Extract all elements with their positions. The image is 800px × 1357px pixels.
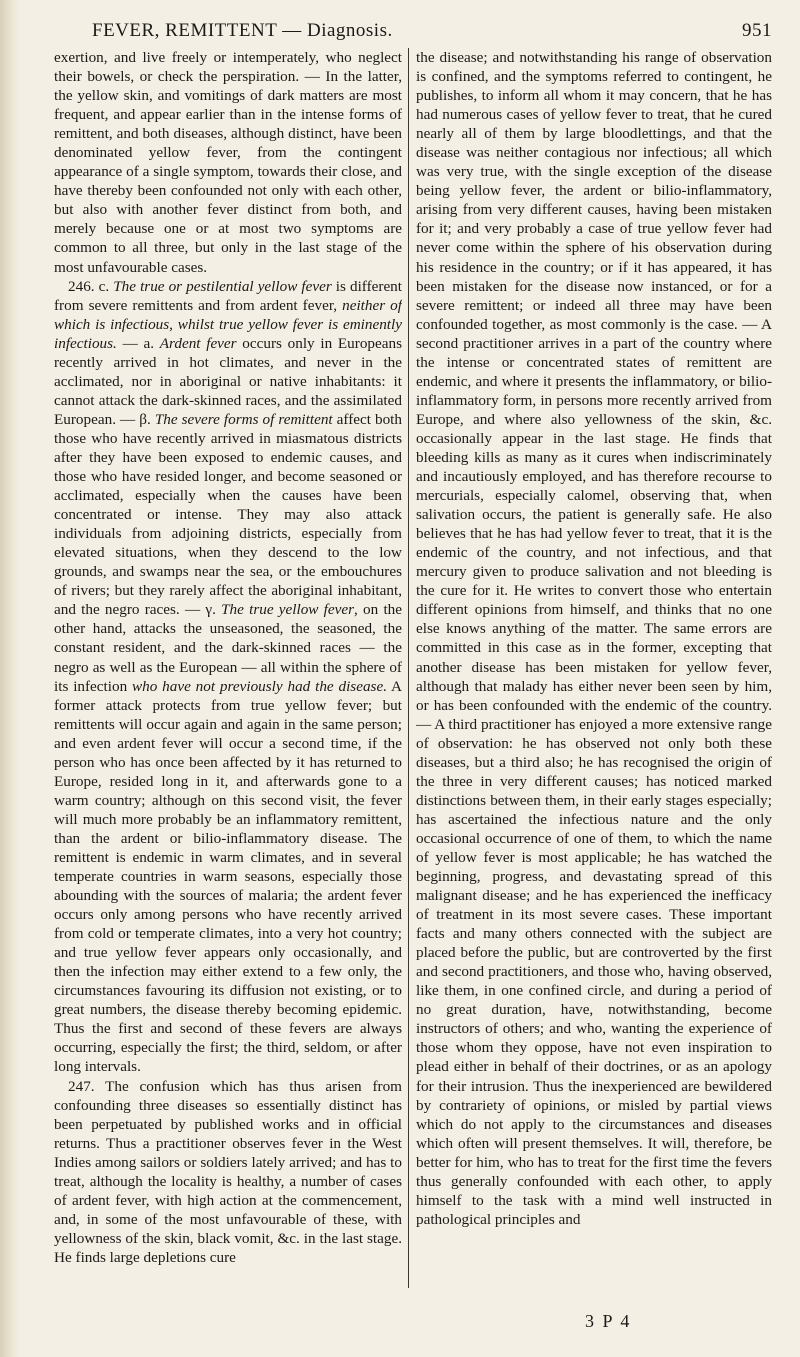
right-paragraph-1: the disease; and notwithstanding his range of observation is confined, and the symptoms referred to contingent, he publishes, to inform all whom it may concern, that he has had numerous cases of yellow fever to treat, that he cured nearly all of them by large bloodlettings, and that the disease was neither contagious nor infectious; all which was very true, with the single exception of the disease being yellow fever, the ardent or bilio-inflammatory, arising from very different causes, having been mistaken for it; and very probably a case of true yellow fever had never come within the sphere of his observation during his residence in the country; or if it has appeared, it has been mistaken for the disease now instanced, or for a severe remittent; or indeed all three may have been confounded together, as most commonly is the case. — A second practitioner arrives in a part of the country where the intense or concentrated states of remittent are endemic, and where it presents the inflammatory, or bilio-inflammatory form, in persons more recently arrived from Europe, and where also yellowness of the skin, &c. occasionally appear in the last stage. He finds that bleeding kills as many as it cures when indiscriminately and incautiously employed, and has therefore recourse to mercurials, especially calomel, observing that, when salivation occurs, the patient is generally safe. He also believes that he has had yellow fever to treat, that it is the endemic of the country, and not infectious, and that mercury given to produce salivation and not bleeding is the cure for it. He writes to convert those who entertain different opinions from himself, and thinks that no one else knows anything of the matter. The same errors are committed in this case as in the former, excepting that another disease has been mistaken for yellow fever, although that malady has either never been seen by him, or has been confounded with the endemic of the country. — A third practitioner has enjoyed a more extensive range of observation: he has observed not only both these diseases, but a third also; he has recognised the origin of the three in very different causes; has noticed marked distinctions between them, in their early stages especially; has ascertained the infectious nature and the only occasional occurrence of one of them, to which the name of yellow fever is most applicable; he has watched the beginning, progress, and devastating spread of this malignant disease; and he has experienced the inefficacy of treatment in its most severe cases. These important facts and many others connected with the subject are placed before the public, but are controverted by the first and second practitioners, and those who, having observed, like them, in one confined circle, and during a period of no great duration, have, notwithstanding, become instructors of others; and who, wanting the experience of those whom they oppose, have not even inspiration to plead either in behalf of their doctrines, or as an apology for their intrusion. Thus the inexperienced are bewildered by contrariety of opinions, or misled by partial views which do not apply to the circumstances and diseases which often will present themselves. It will, therefore, be better for him, who has to treat for the first time the fevers thus generally confounded with each other, to apply himself to the task with a mind well instructed in pathological principles and: [416, 49, 772, 1228]
text-run: , on the other hand, attacks the unseasoned, the seasoned, the constant resident, and the dark-skinned races — the negro as well as the European — all within the sphere of its infection: [54, 601, 402, 695]
text-run: affect both those who have recently arrived in miasmatous districts after they have been exposed to endemic causes, and those who have resided longer, and become seasoned or acclimated, especially when the causes have been concentrated or intense. They may also attack individuals from adjoining districts, especially from elevated situations, when they descend to the low grounds, and swamps near the sea, or the embouchures of rivers; but they rarely affect the aboriginal inhabitant, and the negro races. — γ.: [54, 410, 402, 619]
signature-mark: 3 P 4: [585, 1311, 632, 1331]
page-number: 951: [742, 20, 772, 41]
text-run: is different from severe remittents and from ardent fever,: [54, 277, 402, 314]
left-paragraph-247: 247. The confusion which has thus arisen from confounding three diseases so essentially distinct has been perpetuated by published works and in official returns. Thus a practitioner observes fever in the West Indies among sailors or soldiers lately arrived; and has to treat, although the locality is healthy, a number of cases of ardent fever, with high action at the commencement, and, in some of the most unfavourable of these, with yellowness of the skin, black vomit, &c. in the last stage. He finds large depletions cure: [54, 1077, 402, 1266]
italic-phrase: neither of which is infectious, whilst true yellow fever is eminently infectious.: [54, 296, 402, 352]
running-head: [40, 20, 780, 46]
left-paragraph-1: exertion, and live freely or intemperately, who neglect their bowels, or check the perspiration. — In the latter, the yellow skin, and vomitings of dark matters are most frequent, and appear earlier than in the intense forms of remittent, and both diseases, although distinct, have been denominated yellow fever, from the contingent appearance of a single symptom, towards their close, and have thereby been confounded not only with each other, but also with another fever distinct from both, and merely because one or at most two symptoms are common to all three, but only in the last stage of the most unfavourable cases.: [54, 49, 402, 276]
text-run: A former attack protects from true yellow fever; but remittents will occur again and again in the same person; and even ardent fever will occur a second time, if the person who has once been affected by it has returned to Europe, resided long in it, and afterwards gone to a warm country; although on this second visit, the fever will much more probably be an inflammatory remittent, than the ardent or bilio-inflammatory disease. The remittent is endemic in warm climates, and in several temperate countries in warm seasons, especially those abounding with the sources of malaria; the ardent fever occurs only among persons who have recently arrived from cold or temperate climates, into a very hot country; and true yellow fever appears only occasionally, and then the infection may either extend to a few only, the circumstances favouring its diffusion not existing, or to great numbers, the disease thereby becoming epidemic. Thus the first and second of these fevers are always occurring, especially the first; the third, seldom, or after long intervals.: [54, 677, 402, 1076]
italic-phrase: The true or pestilential yellow fever: [113, 277, 332, 295]
italic-phrase: The true yellow fever: [221, 601, 355, 619]
right-column: [416, 48, 772, 1298]
running-title: FEVER, REMITTENT — Diagnosis.: [92, 20, 393, 41]
left-paragraph-246: [54, 277, 402, 1077]
column-divider: [408, 48, 409, 1288]
italic-phrase: The severe forms of remittent: [154, 410, 333, 428]
text-run: occurs only in Europeans recently arrived in hot climates, and never in the acclimated, nor in aboriginal or native inhabitants: it cannot attack the dark-skinned races, and the assimilated European. — β.: [54, 334, 402, 428]
italic-phrase: who have not previously had the disease.: [132, 677, 388, 695]
section-number: 246. c.: [68, 277, 114, 295]
text-run: — a.: [116, 334, 160, 352]
page-gutter-shadow: [0, 0, 20, 1357]
italic-phrase: Ardent fever: [159, 334, 237, 352]
left-column: [54, 48, 402, 1298]
